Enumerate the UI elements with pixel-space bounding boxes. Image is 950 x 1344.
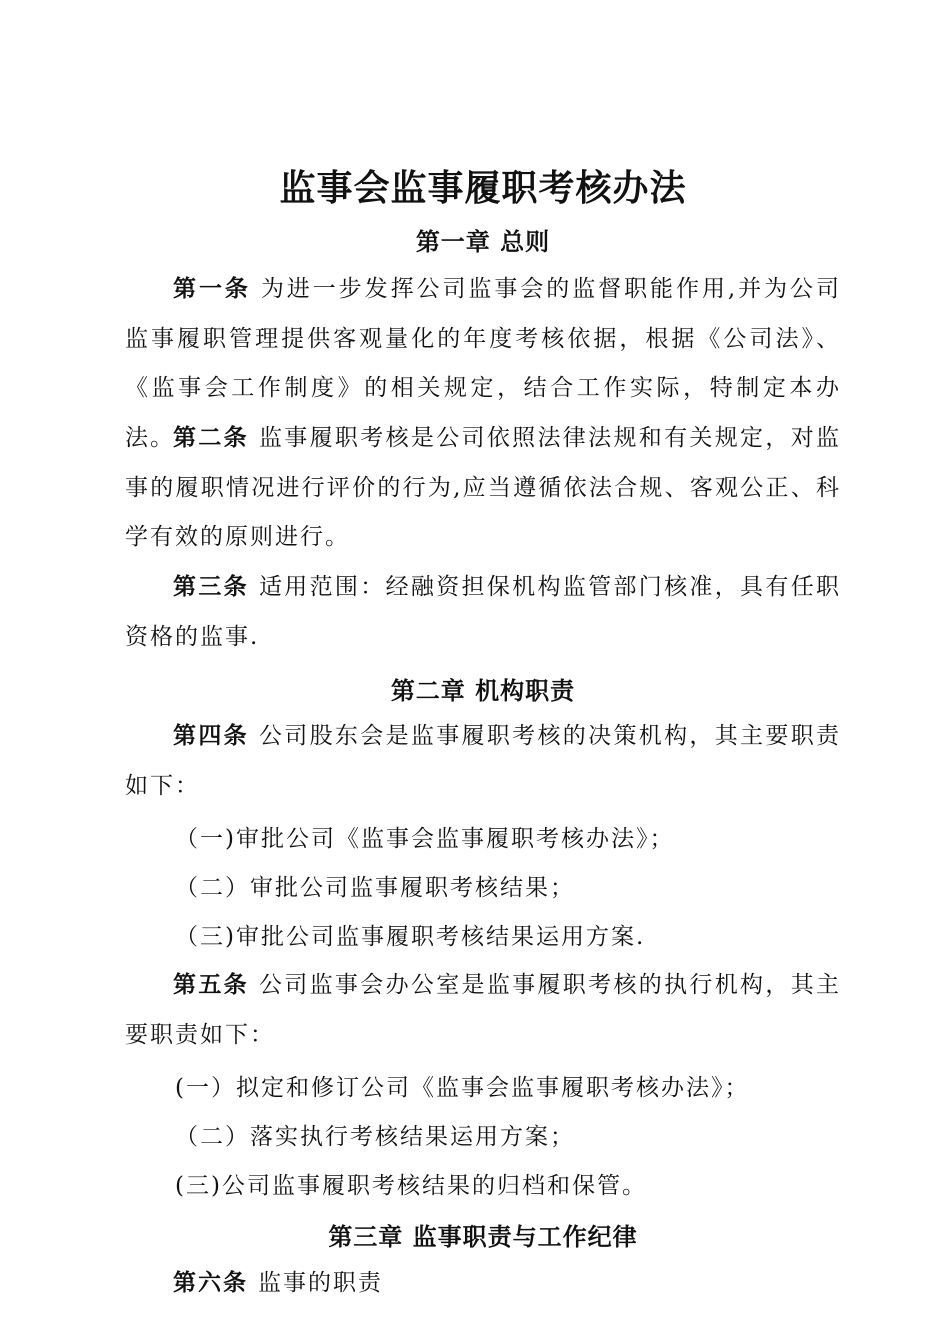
article-6 — [125, 1258, 841, 1309]
article-5-item-3: (三)公司监事履职考核结果的归档和保管。 — [175, 1173, 647, 1199]
article-4-item-1: （一)审批公司《监事会监事履职考核办法》； — [175, 826, 675, 852]
article-2-label: 第二条 — [173, 424, 249, 451]
article-5-text: 公司监事会办公室是监事履职考核的执行机构，其主要职责如下： — [125, 972, 842, 1048]
article-4 — [125, 711, 841, 811]
article-6-text: 监事的职责 — [258, 1270, 383, 1296]
chapter-heading-3: 第三章 监事职责与工作纪律 — [328, 1222, 638, 1251]
document-title: 监事会监事履职考核办法 — [279, 167, 687, 209]
article-1-label: 第一条 — [173, 275, 251, 302]
article-3-label: 第三条 — [173, 573, 249, 600]
article-6-label: 第六条 — [173, 1269, 248, 1296]
chapter-heading-2: 第二章 机构职责 — [390, 676, 576, 705]
article-3 — [125, 562, 841, 662]
article-3-text: 适用范围：经融资担保机构监管部门核准，具有任职资格的监事. — [125, 574, 842, 650]
article-2 — [125, 413, 841, 563]
article-4-text: 公司股东会是监事履职考核的决策机构，其主要职责如下： — [125, 723, 842, 799]
article-1-text: 为进一步发挥公司监事会的监督职能作用,并为公司监事履职管理提供客观量化的年度考核依据，根据《公司法》、《监事会工作制度》的相关规定，结合工作实际，特制定本办法。 — [125, 276, 841, 451]
article-5 — [125, 960, 841, 1060]
article-4-item-3: （三)审批公司监事履职考核结果运用方案. — [175, 924, 646, 950]
article-5-item-2: （二）落实执行考核结果运用方案； — [175, 1124, 575, 1150]
chapter-heading-1: 第一章 总则 — [415, 227, 551, 256]
article-2-text: 监事履职考核是公司依照法律法规和有关规定，对监事的履职情况进行评价的行为,应当遵循依法合规、客观公正、科学有效的原则进行。 — [125, 425, 842, 550]
article-4-item-2: （二）审批公司监事履职考核结果； — [175, 875, 575, 901]
article-5-item-1: (一）拟定和修订公司《监事会监事履职考核办法》； — [175, 1075, 750, 1101]
article-4-label: 第四条 — [173, 722, 249, 749]
article-5-label: 第五条 — [173, 971, 249, 998]
